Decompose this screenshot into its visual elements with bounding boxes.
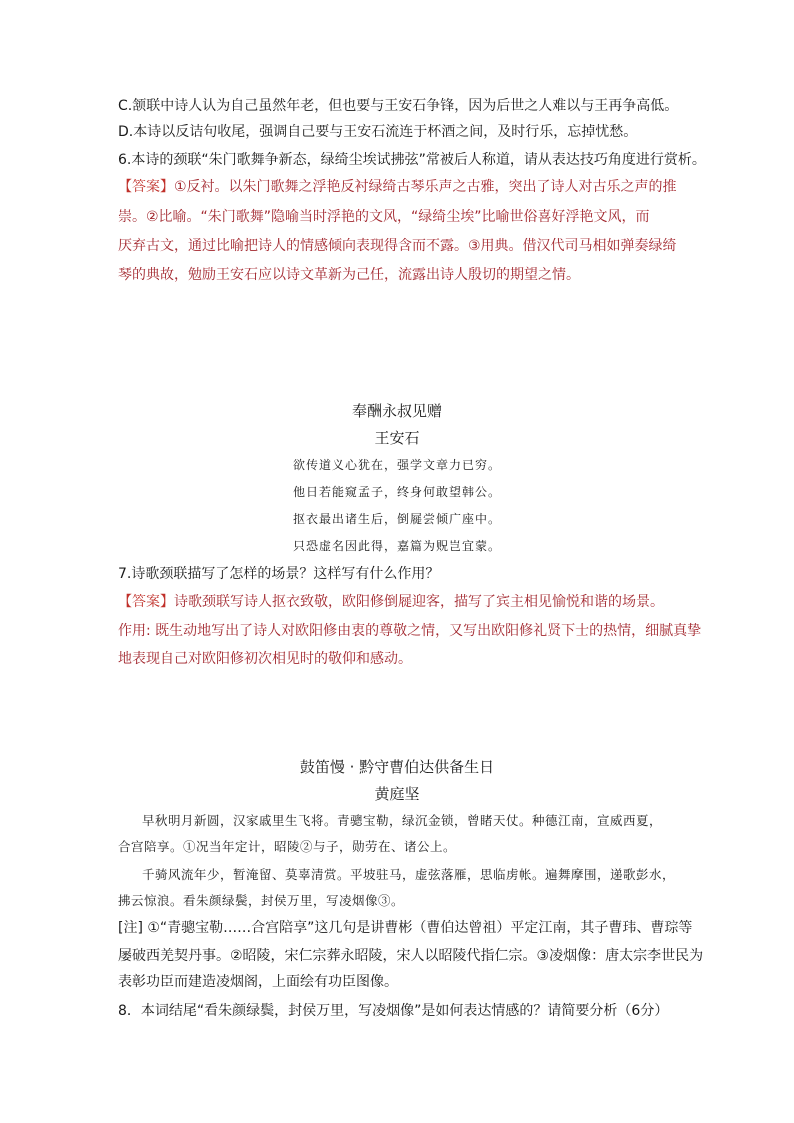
poem-line-2: 他日若能窥孟子，终身何敢望韩公。	[292, 485, 501, 499]
poem-line-4: 只恐虚名因此得，嘉篇为贶岂宜蒙。	[292, 539, 501, 553]
question-6: 6.本诗的颈联“朱门歌舞争新态，绿绮尘埃试拂弦”常被后人称道，请从表达技巧角度进行赏析。	[118, 152, 706, 168]
poem-author: 王安石	[374, 429, 420, 447]
answer-6-line-3: 厌弃古文，通过比喻把诗人的情感倾向表现得含而不露。③用典。借汉代司马相如弹奏绿绮	[118, 238, 677, 254]
note-line-2: 屡破西羌契丹事。②昭陵，宋仁宗葬永昭陵，宋人以昭陵代指仁宗。③凌烟像：唐太宗李世民为	[118, 948, 704, 964]
question-7: 7.诗歌颈联描写了怎样的场景？这样写有什么作用？	[118, 566, 440, 582]
question-8: 8．本词结尾“看朱颜绿鬓，封侯万里，写凌烟像”是如何表达情感的？请简要分析（6分）	[118, 1003, 669, 1019]
answer-tag: 【答案】	[118, 594, 174, 610]
option-d: D.本诗以反诘句收尾，强调自己要与王安石流连于杯酒之间，及时行乐，忘掉忧愁。	[118, 124, 638, 140]
option-c: C.颔联中诗人认为自己虽然年老，但也要与王安石争锋，因为后世之人难以与王再争高低。	[118, 98, 679, 114]
poem-line-3: 抠衣最出诸生后，倒屣尝倾广座中。	[292, 512, 501, 526]
poem-line-1: 欲传道义心犹在，强学文章力已穷。	[292, 458, 501, 472]
answer-7-line-1: 【答案】诗歌颈联写诗人抠衣致敬，欧阳修倒屣迎客，描写了宾主相见愉悦和谐的场景。	[118, 594, 664, 610]
poem-title: 奉酬永叔见赠	[351, 402, 442, 420]
ci-author: 黄庭坚	[374, 785, 420, 803]
answer-7-line-2: 作用: 既生动地写出了诗人对欧阳修由衷的尊敬之情，又写出欧阳修礼贤下士的热情，细腻真挚	[118, 623, 702, 639]
ci-line-2: 合宫陪享。①况当年定计，昭陵②与子，勋劳在、诸公上。	[118, 839, 457, 854]
answer-6-line-1: 【答案】①反衬。以朱门歌舞之浮艳反衬绿绮古琴乐声之古雅，突出了诗人对古乐之声的推	[118, 179, 677, 195]
note-line-1: [注] ①“青骢宝勒……合宫陪享”这几句是讲曹彬（曹伯达曾祖）平定江南，其子曹玮、曹琮等	[118, 920, 693, 936]
answer-7-line-3: 地表现自己对欧阳修初次相见时的敬仰和感动。	[118, 651, 412, 667]
answer-tag: 【答案】	[118, 179, 174, 195]
ci-title: 鼓笛慢 · 黔守曹伯达供备生日	[299, 758, 495, 776]
ci-line-4: 拂云惊浪。看朱颜绿鬓，封侯万里，写凌烟像③。	[118, 893, 405, 908]
answer-6-line-2: 崇。②比喻。“朱门歌舞”隐喻当时浮艳的文风，“绿绮尘埃”比喻世俗喜好浮艳文风，而	[118, 209, 650, 225]
answer-6-line-4: 琴的典故，勉励王安石应以诗文革新为己任，流露出诗人殷切的期望之情。	[118, 267, 580, 283]
ci-line-3: 千骑风流年少，暂淹留、莫辜清赏。平坡驻马，虚弦落雁，思临虏帐。遍舞摩围，递歌彭水，	[142, 867, 676, 882]
ci-line-1: 早秋明月新圆，汉家戚里生飞将。青骢宝勒，绿沉金锁，曾睹天仗。种德江南，宣威西夏，	[142, 813, 663, 828]
note-line-3: 表彰功臣而建造凌烟阁，上面绘有功臣图像。	[118, 974, 398, 990]
